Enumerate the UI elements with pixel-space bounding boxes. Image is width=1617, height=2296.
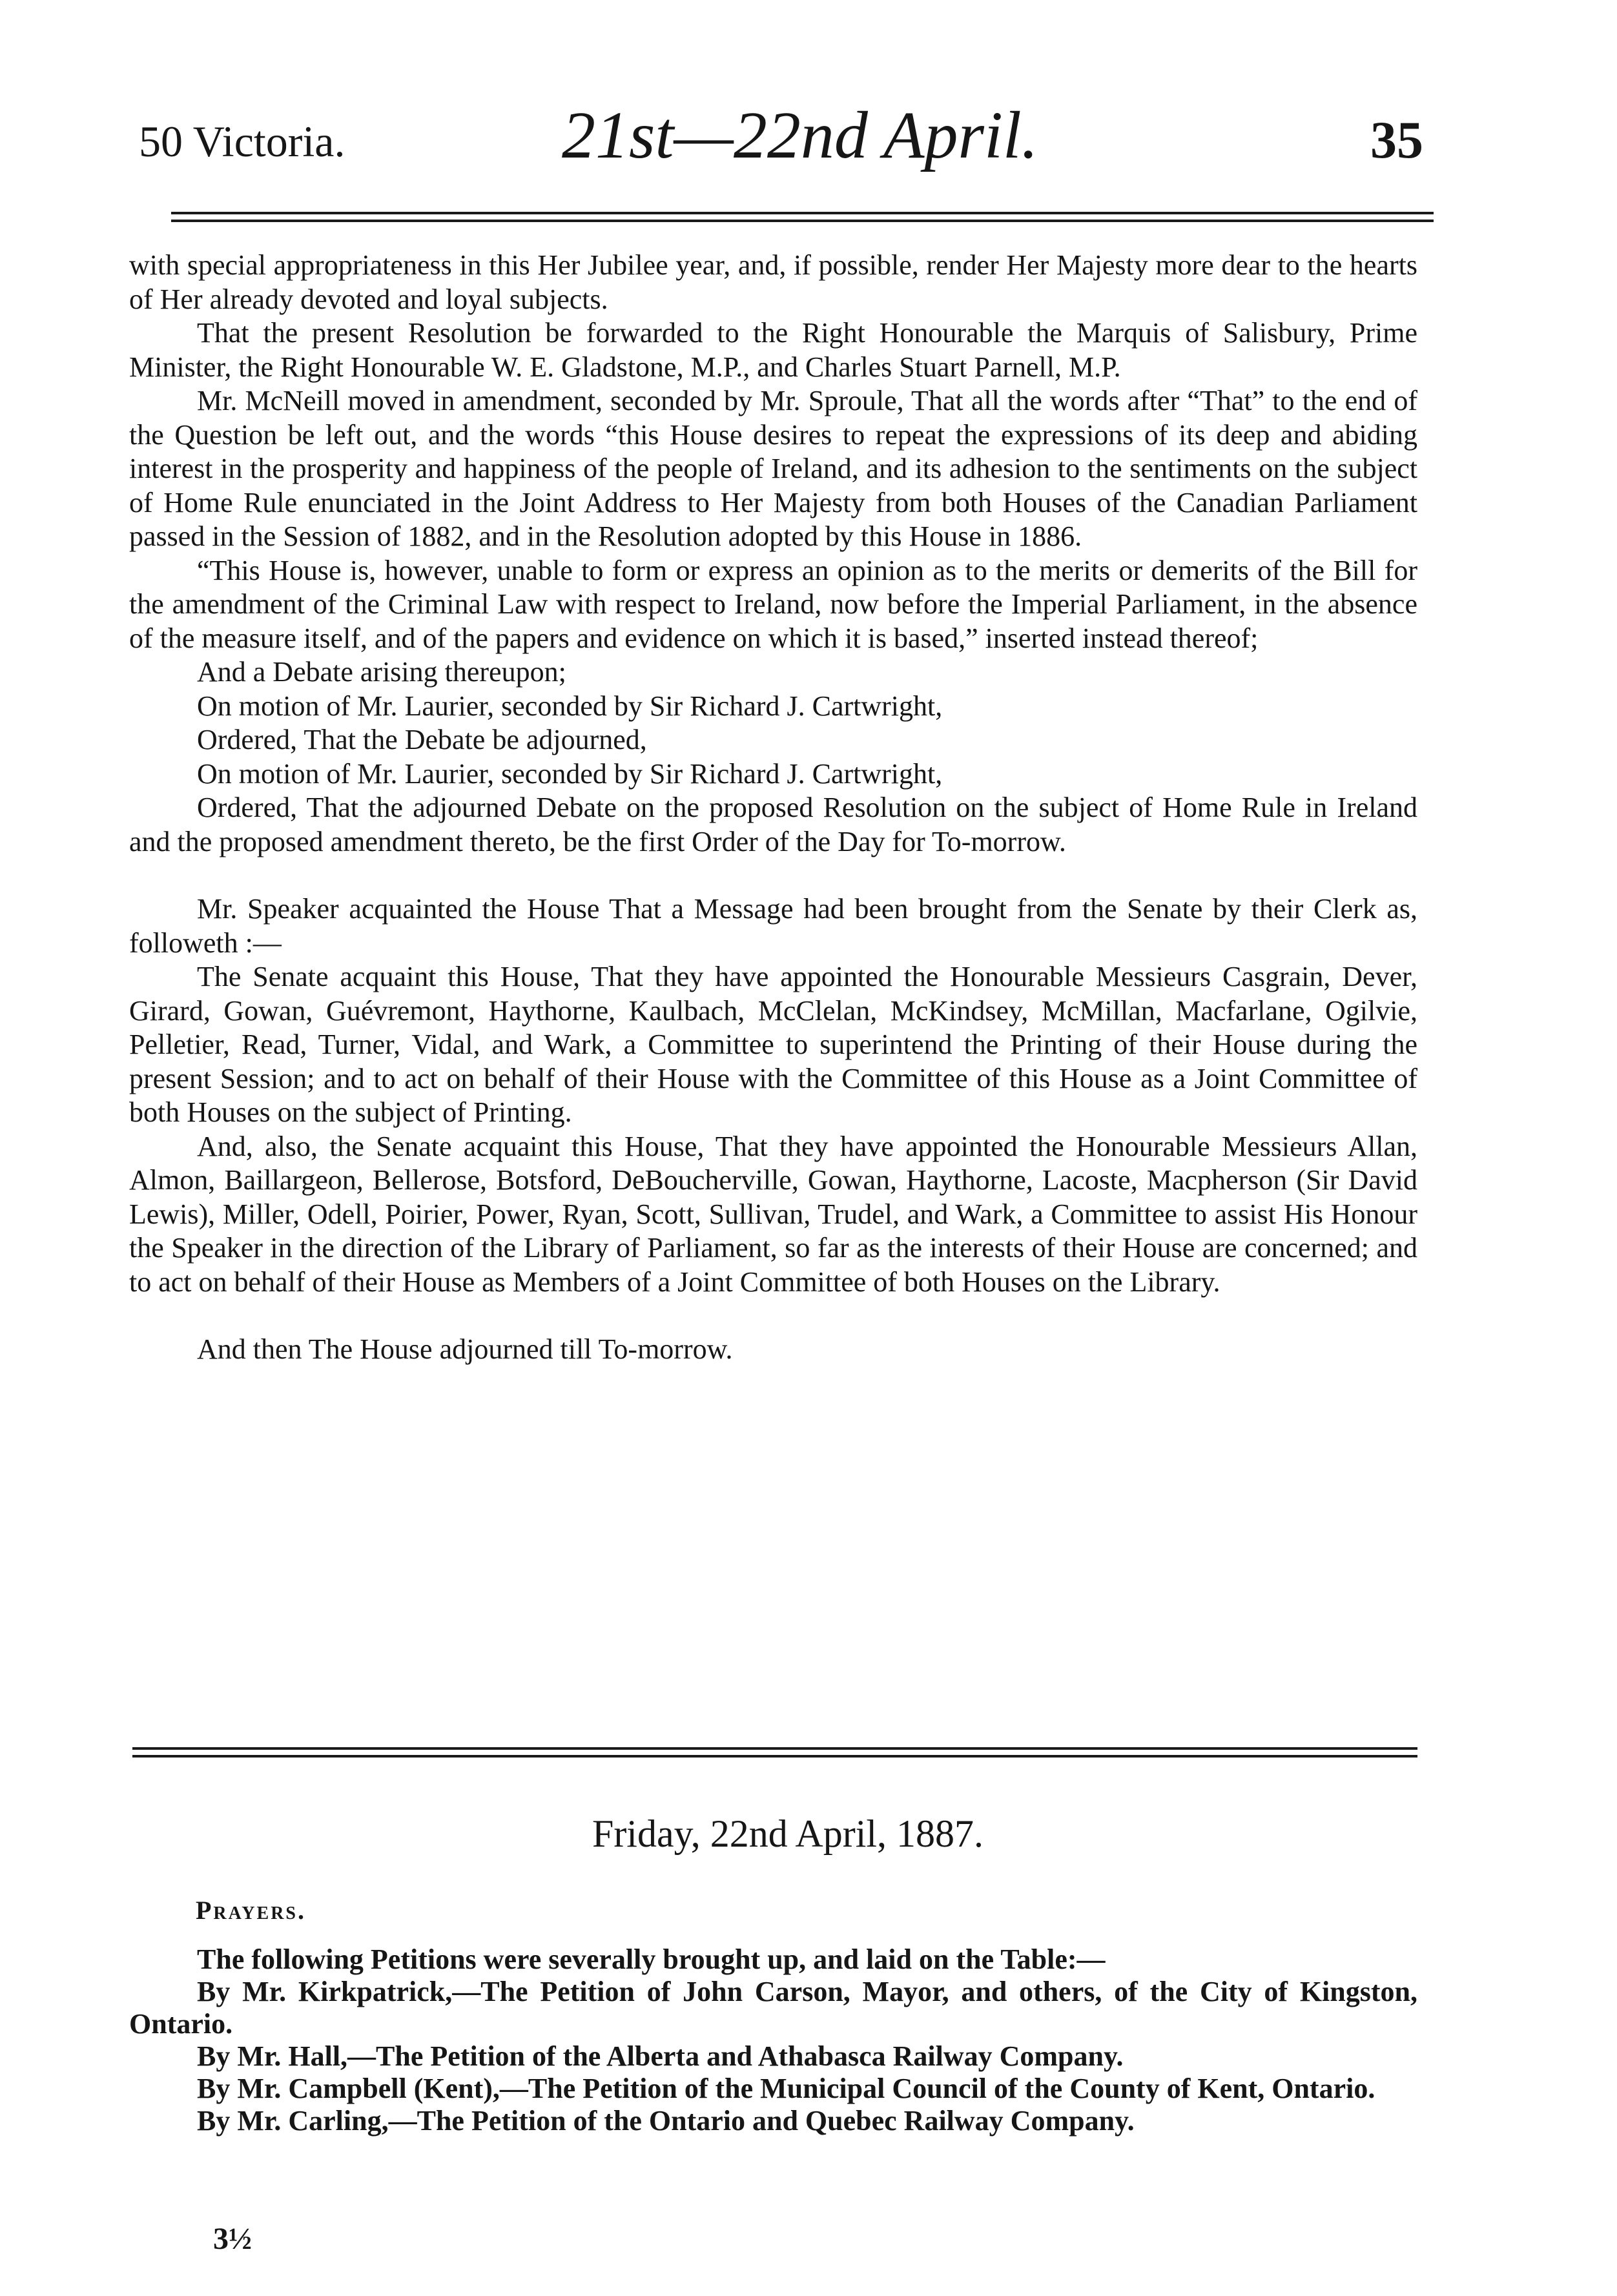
section-rule-bottom bbox=[132, 1755, 1417, 1758]
signature-mark: 3½ bbox=[213, 2222, 252, 2256]
sitting-date-heading: Friday, 22nd April, 1887. bbox=[592, 1812, 984, 1855]
paragraph-petition-carling: By Mr. Carling,—The Petition of the Ontario and Quebec Railway Company. bbox=[197, 2105, 1135, 2137]
paragraph-library-committee: And, also, the Senate acquaint this House, That they have appointed the Honourable Messieurs Allan, Almon, Baillargeon, Bellerose, Botsford, DeBoucherville, Gowan, Haythorne, Lacoste, Macpherson (Sir David Lewis), Miller, Odell, Poirier, Power, Ryan, Scott, Sullivan, Trudel, and Wark, a Committee to assist His Honour the Speaker in the direction of the Library of Parliament, so far as the interests of their House are concerned; and to act on behalf of their House as Members of a Joint Committee of both Houses on the Library. bbox=[129, 1130, 1417, 1298]
paragraph-debate-arising: And a Debate arising thereupon; bbox=[197, 656, 566, 688]
header-rule-top bbox=[171, 212, 1434, 214]
petitions-body bbox=[129, 1943, 1417, 2137]
paragraph-adjourned: And then The House adjourned till To-morrow. bbox=[197, 1333, 733, 1365]
running-header bbox=[129, 97, 1423, 194]
section-rule-top bbox=[132, 1747, 1417, 1750]
paragraph-petition-campbell: By Mr. Campbell (Kent),—The Petition of the Municipal Council of the County of Kent, Ontario. bbox=[197, 2073, 1375, 2104]
page-number: 35 bbox=[1370, 110, 1423, 169]
paragraph-printing-committee: The Senate acquaint this House, That they have appointed the Honourable Messieurs Casgrain, Dever, Girard, Gowan, Guévremont, Haythorne, Kaulbach, McClelan, McKindsey, McMillan, Macfarlane, Ogilvie, Pelletier, Read, Turner, Vidal, and Wark, a Committee to superintend the Printing of their House during the present Session; and to act on behalf of their House with the Committee of this House as a Joint Committee of both Houses on the subject of Printing. bbox=[129, 961, 1417, 1128]
prayers-heading: Prayers. bbox=[196, 1896, 306, 1925]
paragraph-motion-2: On motion of Mr. Laurier, seconded by Sir Richard J. Cartwright, bbox=[197, 757, 943, 790]
paragraph-amendment: Mr. McNeill moved in amendment, seconded by Mr. Sproule, That all the words after “That” to the end of the Question be left out, and the words “this House desires to repeat the expressions of its deep and abiding interest in the prosperity and happiness of the people of Ireland, and its adhesion to the sentiments on the subject of Home Rule enunciated in the Joint Address to Her Majesty from both Houses of the Canadian Parliament passed in the Session of 1882, and in the Resolution adopted by this House in 1886. bbox=[129, 385, 1417, 552]
header-regnal-year: 50 Victoria. bbox=[139, 117, 345, 166]
paragraph-speaker-message: Mr. Speaker acquainted the House That a Message had been brought from the Senate by their Clerk as, followeth :— bbox=[129, 893, 1417, 959]
paragraph-petition-hall: By Mr. Hall,—The Petition of the Alberta and Athabasca Railway Company. bbox=[197, 2040, 1124, 2072]
header-rule-bottom bbox=[171, 220, 1434, 222]
paragraph-ordered-1: Ordered, That the Debate be adjourned, bbox=[197, 724, 647, 755]
paragraph-continuation: with special appropriateness in this Her Jubilee year, and, if possible, render Her Majesty more dear to the hearts of Her already devoted and loyal subjects. bbox=[129, 249, 1417, 315]
paragraph-amendment-quote: “This House is, however, unable to form or express an opinion as to the merits or demerits of the Bill for the amendment of the Criminal Law with respect to Ireland, now before the Imperial Parliament, in the absence of the measure itself, and of the papers and evidence on which it is based,” inserted instead thereof; bbox=[129, 554, 1417, 654]
paragraph-petitions-intro: The following Petitions were severally brought up, and laid on the Table:— bbox=[197, 1943, 1106, 1975]
paragraph-petition-kirkpatrick: By Mr. Kirkpatrick,—The Petition of John Carson, Mayor, and others, of the City of Kingston, Ontario. bbox=[129, 1976, 1417, 2040]
journal-body bbox=[129, 249, 1417, 1367]
paragraph-ordered-2: Ordered, That the adjourned Debate on the proposed Resolution on the subject of Home Rule in Ireland and the proposed amendment thereto, be the first Order of the Day for To-morrow. bbox=[129, 792, 1417, 857]
paragraph-resolution-forwarded: That the present Resolution be forwarded to the Right Honourable the Marquis of Salisbury, Prime Minister, the Right Honourable W. E. Gladstone, M.P., and Charles Stuart Parnell, M.P. bbox=[129, 317, 1417, 383]
paragraph-motion-1: On motion of Mr. Laurier, seconded by Sir Richard J. Cartwright, bbox=[197, 690, 943, 722]
header-dates: 21st—22nd April. bbox=[562, 98, 1038, 172]
